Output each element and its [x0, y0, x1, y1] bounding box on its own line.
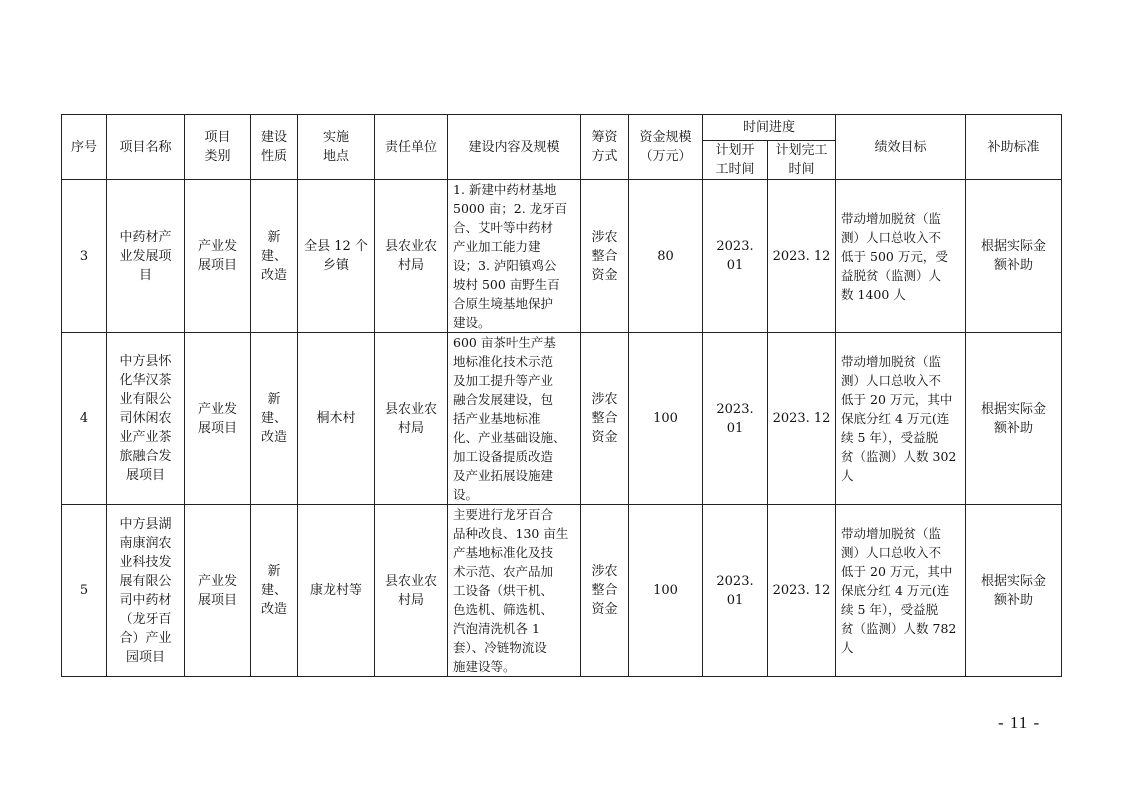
cell-name: 中方县怀 化华汉茶 业有限公 司休闲农 业产业茶 旅融合发 展项目 [107, 333, 185, 505]
table-header [62, 115, 1062, 180]
cell-content: 1. 新建中药材基地 5000 亩；2. 龙牙百 合、艾叶等中药材 产业加工能力建 设；3. 泸阳镇鸡公 坡村 500 亩野生百 合原生境基地保护 建设。 [448, 180, 581, 333]
header-location: 实施 地点 [298, 115, 375, 180]
cell-location: 康龙村等 [298, 505, 375, 677]
cell-seq: 3 [62, 180, 107, 333]
table-row [62, 505, 1062, 677]
header-goal: 绩效目标 [836, 115, 966, 180]
header-content: 建设内容及规模 [448, 115, 581, 180]
header-scale: 资金规模 （万元） [629, 115, 703, 180]
cell-nature: 新 建、 改造 [251, 180, 298, 333]
cell-scale: 100 [629, 333, 703, 505]
header-progress: 时间进度 [703, 115, 836, 141]
cell-location: 全县 12 个 乡镇 [298, 180, 375, 333]
cell-category: 产业发 展项目 [185, 333, 251, 505]
cell-location: 桐木村 [298, 333, 375, 505]
cell-nature: 新 建、 改造 [251, 333, 298, 505]
cell-start: 2023. 01 [703, 333, 768, 505]
cell-funding: 涉农 整合 资金 [581, 180, 629, 333]
header-start: 计划开 工时间 [703, 141, 768, 180]
cell-seq: 5 [62, 505, 107, 677]
cell-unit: 县农业农 村局 [375, 180, 448, 333]
cell-start: 2023. 01 [703, 180, 768, 333]
cell-content: 主要进行龙牙百合 品种改良、130 亩生 产基地标准化及技 术示范、农产品加 工设备（烘干机、 色选机、筛选机、 汽泡清洗机各 1 套）、冷链物流设 施建设等。 [448, 505, 581, 677]
cell-category: 产业发 展项目 [185, 180, 251, 333]
header-seq: 序号 [62, 115, 107, 180]
cell-category: 产业发 展项目 [185, 505, 251, 677]
cell-subsidy: 根据实际金 额补助 [966, 333, 1062, 505]
cell-goal: 带动增加脱贫（监 测）人口总收入不 低于 500 万元，受 益脱贫（监测）人 数 1400 人 [836, 180, 966, 333]
cell-subsidy: 根据实际金 额补助 [966, 505, 1062, 677]
cell-unit: 县农业农 村局 [375, 333, 448, 505]
cell-name: 中药材产 业发展项 目 [107, 180, 185, 333]
cell-scale: 100 [629, 505, 703, 677]
cell-funding: 涉农 整合 资金 [581, 333, 629, 505]
cell-end: 2023. 12 [768, 180, 836, 333]
table-row [62, 333, 1062, 505]
header-unit: 责任单位 [375, 115, 448, 180]
cell-scale: 80 [629, 180, 703, 333]
cell-seq: 4 [62, 333, 107, 505]
project-table [61, 114, 1062, 677]
cell-end: 2023. 12 [768, 333, 836, 505]
header-nature: 建设 性质 [251, 115, 298, 180]
cell-funding: 涉农 整合 资金 [581, 505, 629, 677]
cell-content: 600 亩茶叶生产基 地标准化技术示范 及加工提升等产业 融合发展建设，包 括产业基地标准 化、产业基础设施、 加工设备提质改造 及产业拓展设施建 设。 [448, 333, 581, 505]
header-name: 项目名称 [107, 115, 185, 180]
cell-end: 2023. 12 [768, 505, 836, 677]
cell-subsidy: 根据实际金 额补助 [966, 180, 1062, 333]
cell-start: 2023. 01 [703, 505, 768, 677]
table-row [62, 180, 1062, 333]
table-body [62, 180, 1062, 677]
cell-goal: 带动增加脱贫（监 测）人口总收入不 低于 20 万元，其中 保底分红 4 万元(连 续 5 年），受益脱 贫（监测）人数 302 人 [836, 333, 966, 505]
cell-name: 中方县湖 南康润农 业科技发 展有限公 司中药材 （龙牙百 合）产业 园项目 [107, 505, 185, 677]
header-funding: 筹资 方式 [581, 115, 629, 180]
header-subsidy: 补助标准 [966, 115, 1062, 180]
header-category: 项目 类别 [185, 115, 251, 180]
page-number: - 11 - [998, 713, 1041, 732]
cell-goal: 带动增加脱贫（监 测）人口总收入不 低于 20 万元，其中 保底分红 4 万元(连 续 5 年），受益脱 贫（监测）人数 782 人 [836, 505, 966, 677]
cell-nature: 新 建、 改造 [251, 505, 298, 677]
cell-unit: 县农业农 村局 [375, 505, 448, 677]
header-end: 计划完工 时间 [768, 141, 836, 180]
